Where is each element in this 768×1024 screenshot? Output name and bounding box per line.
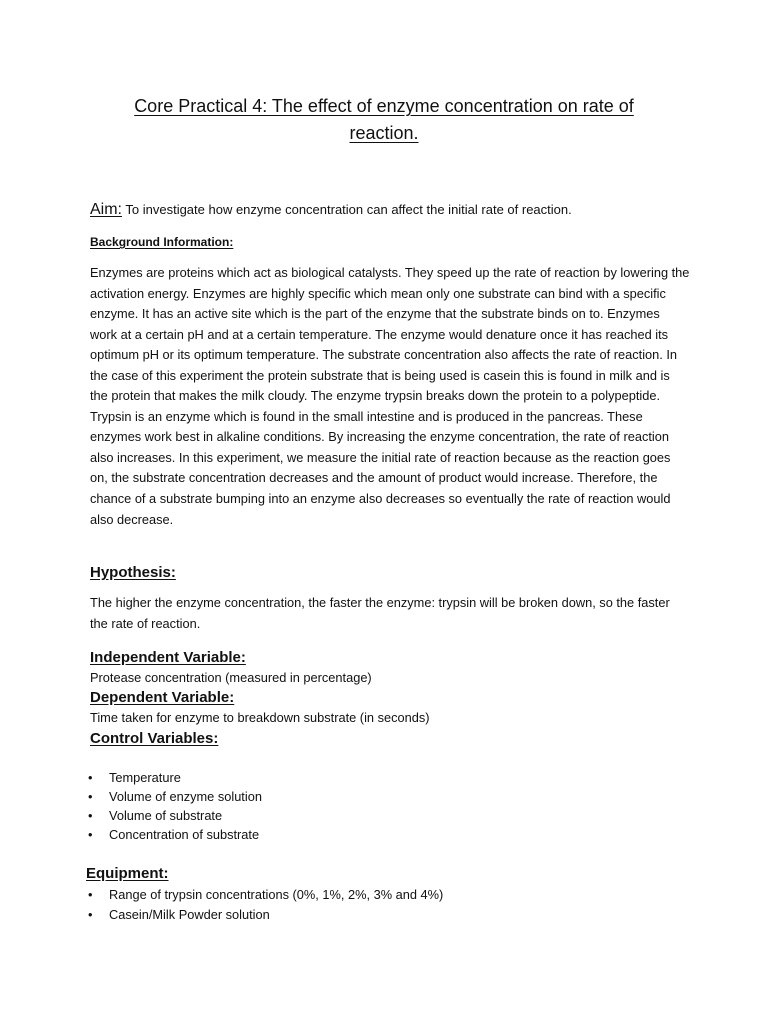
bullet-icon: • bbox=[88, 887, 93, 902]
dependent-variable-heading: Dependent Variable: bbox=[90, 689, 235, 706]
bullet-icon: • bbox=[88, 906, 93, 922]
independent-variable-text: Protease concentration (measured in percentage) bbox=[90, 670, 372, 685]
list-item bbox=[88, 787, 262, 806]
document-title-line-2: reaction. bbox=[349, 123, 419, 143]
list-item bbox=[88, 885, 443, 905]
list-item bbox=[88, 806, 262, 825]
list-item-text: Volume of substrate bbox=[109, 808, 223, 823]
bullet-icon: • bbox=[88, 808, 93, 823]
list-item-text: Concentration of substrate bbox=[109, 827, 260, 842]
list-item bbox=[88, 825, 262, 844]
aim-text: To investigate how enzyme concentration can affect the initial rate of reaction. bbox=[125, 202, 572, 217]
background-paragraph: Enzymes are proteins which act as biological catalysts. They speed up the rate of reaction by lowering the activation energy. Enzymes are highly specific which mean only one substrate can bind with a specific enzyme. It has an active site which is the part of the enzyme that the substrate binds on to. Enzymes work at a certain pH and at a certain temperature. The enzyme would denature once it has reached its optimum pH or its optimum temperature. The substrate concentration also affects the rate of reaction. In the case of this experiment the protein substrate that is being used is casein this is found in milk and is the protein that makes the milk cloudy. The enzyme trypsin breaks down the protein to a polypeptide. Trypsin is an enzyme which is found in the small intestine and is produced in the pancreas. These enzymes work best in alkaline conditions. By increasing the enzyme concentration, the rate of reaction also increases. In this experiment, we measure the initial rate of reaction because as the reaction goes on, the substrate concentration decreases and the amount of product would increase. Therefore, the chance of a substrate bumping into an enzyme also decreases so eventually the rate of reaction would also decrease. bbox=[90, 265, 690, 527]
document-title-line-1: Core Practical 4: The effect of enzyme concentration on rate of bbox=[134, 96, 634, 116]
bullet-icon: • bbox=[88, 770, 93, 785]
list-item-text: Casein/Milk Powder solution bbox=[109, 906, 270, 922]
list-item-text: Range of trypsin concentrations (0%, 1%, 2%, 3% and 4%) bbox=[109, 887, 444, 902]
bullet-icon: • bbox=[88, 827, 93, 842]
hypothesis-paragraph: The higher the enzyme concentration, the faster the enzyme: trypsin will be broken down, so the faster the rate of reaction. bbox=[90, 595, 670, 631]
dependent-variable-text: Time taken for enzyme to breakdown substrate (in seconds) bbox=[90, 710, 430, 725]
control-variables-list bbox=[88, 768, 262, 844]
aim-section bbox=[90, 199, 572, 221]
list-item bbox=[88, 905, 443, 925]
list-item bbox=[88, 768, 262, 787]
equipment-list bbox=[88, 885, 443, 924]
background-heading: Background Information: bbox=[90, 235, 234, 249]
list-item-text: Volume of enzyme solution bbox=[109, 789, 262, 804]
aim-label: Aim: bbox=[90, 201, 122, 218]
equipment-heading: Equipment: bbox=[86, 865, 169, 882]
list-item-text: Temperature bbox=[109, 770, 181, 785]
document-title bbox=[60, 93, 708, 147]
control-variables-heading: Control Variables: bbox=[90, 730, 219, 747]
independent-variable-heading: Independent Variable: bbox=[90, 649, 246, 666]
bullet-icon: • bbox=[88, 789, 93, 804]
hypothesis-heading: Hypothesis: bbox=[90, 564, 176, 581]
